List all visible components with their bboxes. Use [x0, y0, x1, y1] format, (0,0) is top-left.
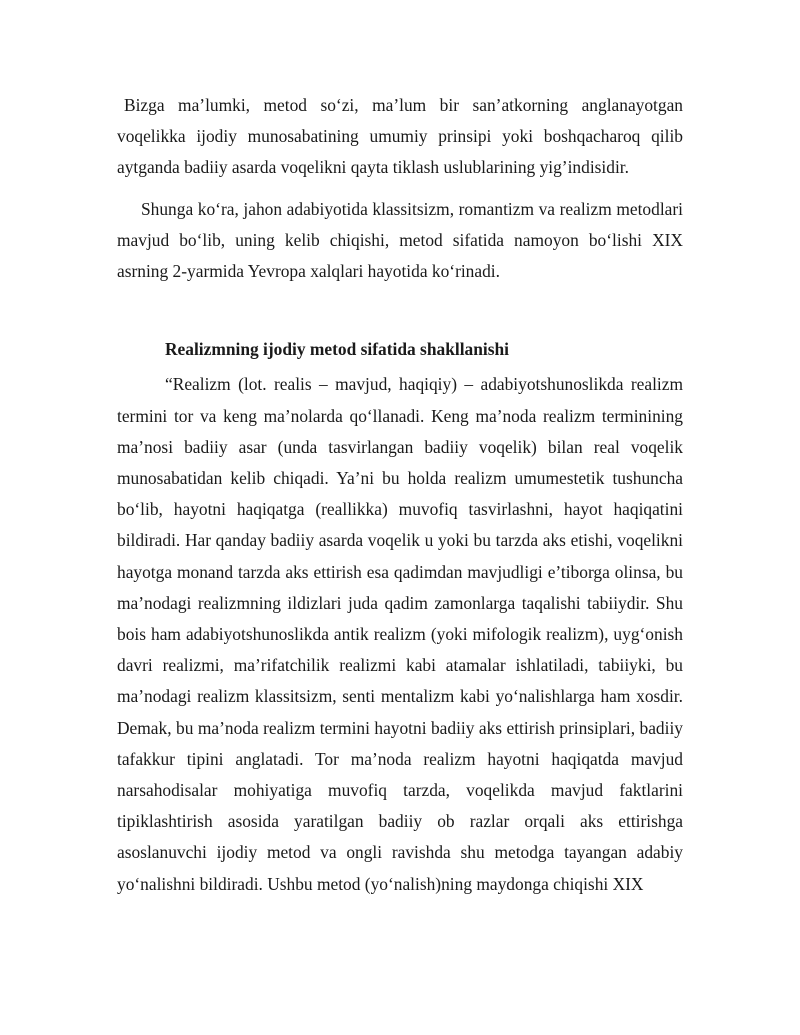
realism-definition-paragraph: “Realizm (lot. realis – mavjud, haqiqiy) – adabiyotshunoslikda realizm termini tor va keng ma’nolarda qo‘llanadi. Keng ma’noda realizm terminining ma’nosi badiiy asar (unda tasvirlangan badiiy voqelik) bilan real voqelik munosabatidan kelib chiqadi. Ya’ni bu holda realizm umumestetik tushuncha bo‘lib, hayotni haqiqatga (reallikka) muvofiq tasvirlashni, hayot haqiqatini bildiradi. Har qanday badiiy asarda voqelik u yoki bu tarzda aks etishi, voqelikni hayotga monand tarzda aks ettirish esa qadimdan mavjudligi e’tiborga olinsa, bu ma’nodagi realizmning ildizlari juda qadim zamonlarga taqalishi tabiiydir. Shu bois ham adabiyotshunoslikda antik realizm (yoki mifologik realizm), uyg‘onish davri realizmi, ma’rifatchilik realizmi kabi atamalar ishlatiladi, tabiiyki, bu ma’nodagi realizm klassitsizm, senti mentalizm kabi yo‘nalishlarga ham xosdir. Demak, bu ma’noda realizm termini hayotni badiiy aks ettirish prinsiplari, badiiy tafakkur tipini anglatadi. Tor ma’noda realizm hayotni haqiqatda mavjud narsahodisalar mohiyatiga muvofiq tarzda, voqelikda mavjud faktlarini tipiklashtirish asosida yaratilgan badiiy ob razlar orqali aks ettirishga asoslanuvchi ijodiy metod va ongli ravishda shu metodga tayangan adabiy yo‘nalishni bildiradi. Ushbu metod (yo‘nalish)ning maydonga chiqishi XIX [117, 374, 683, 894]
section-heading: Realizmning ijodiy metod sifatida shakllanishi [165, 339, 509, 360]
intro-paragraph: Bizga ma’lumki, metod so‘zi, ma’lum bir san’atkorning anglanayotgan voqelikka ijodiy munosabatining umumiy prinsipi yoki boshqacharoq qilib aytganda badiiy asarda voqelikni qayta tiklash uslublarining yig’indisidir. [117, 95, 683, 178]
document-page [117, 90, 683, 900]
methods-paragraph: Shunga ko‘ra, jahon adabiyotida klassitsizm, romantizm va realizm metodlari mavjud bo‘lib, uning kelib chiqishi, metod sifatida namoyon bo‘lishi XIX asrning 2-yarmida Yevropa xalqlari hayotida ko‘rinadi. [117, 198, 683, 282]
